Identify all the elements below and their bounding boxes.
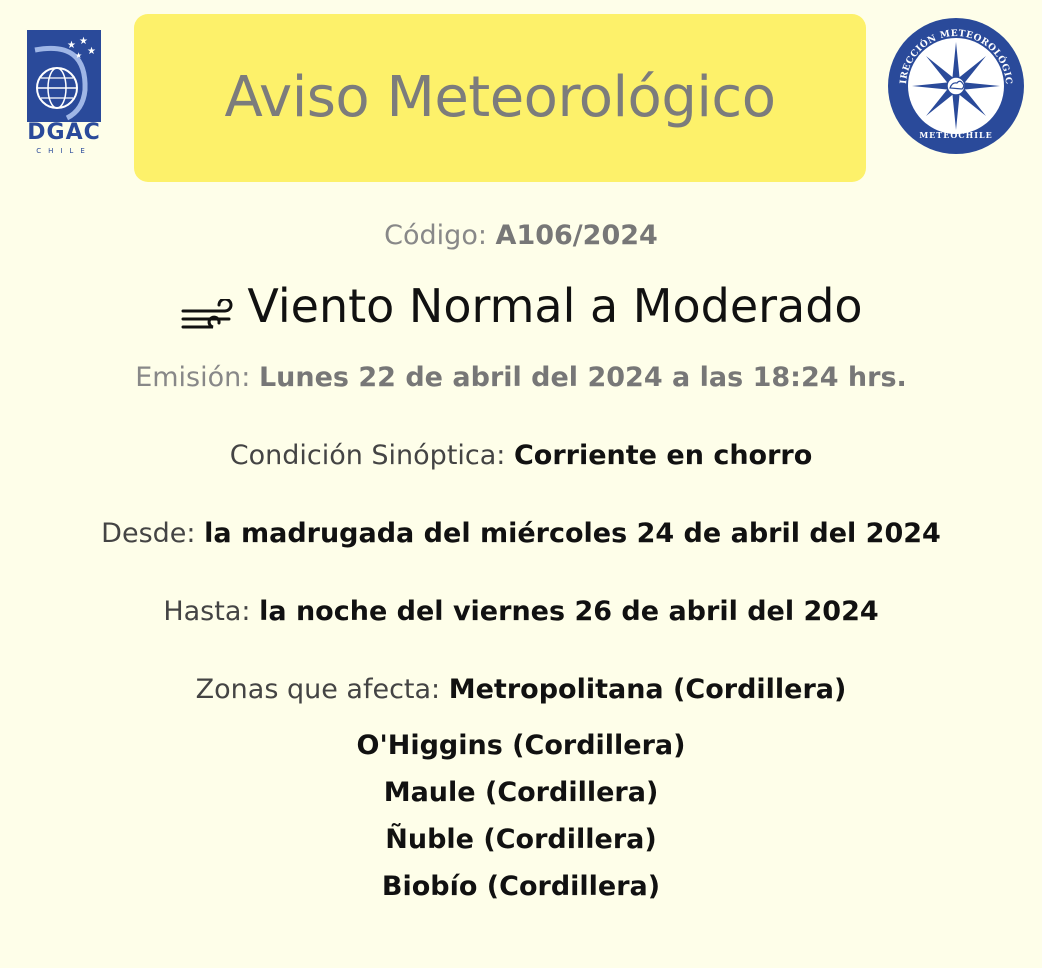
alert-headline	[0, 278, 1042, 334]
svg-text:★: ★	[67, 40, 76, 51]
zona-item: O'Higgins (Cordillera)	[356, 730, 686, 761]
svg-text:★: ★	[87, 46, 96, 57]
zonas-label: Zonas que afecta:	[195, 674, 441, 705]
desde-value: la madrugada del miércoles 24 de abril del 2024	[204, 518, 941, 549]
zona-item: Metropolitana (Cordillera)	[448, 674, 847, 705]
condicion-label: Condición Sinóptica:	[229, 440, 506, 471]
dgac-logo-text: DGAC	[27, 120, 101, 145]
desde-line	[0, 518, 1042, 549]
zonas-line	[0, 674, 1042, 705]
hasta-label: Hasta:	[163, 596, 251, 627]
hasta-line	[0, 596, 1042, 627]
wind-icon	[179, 299, 237, 329]
zona-item: Maule (Cordillera)	[383, 777, 659, 808]
zona-item: Biobío (Cordillera)	[381, 871, 661, 902]
svg-text:★: ★	[79, 36, 88, 47]
zona-item: Ñuble (Cordillera)	[385, 824, 657, 855]
logo-ring-bottom-text: METEOCHILE	[919, 130, 993, 140]
condicion-line	[0, 440, 1042, 471]
desde-label: Desde:	[101, 518, 196, 549]
page-title: Aviso Meteorológico	[224, 65, 776, 130]
zonas-list	[0, 722, 1042, 910]
dgac-emblem	[27, 30, 101, 122]
meteochile-logo	[886, 16, 1026, 156]
emision-line	[0, 362, 1042, 393]
emision-value: Lunes 22 de abril del 2024 a las 18:24 hrs.	[258, 362, 907, 393]
title-banner	[134, 14, 866, 182]
svg-text:★: ★	[75, 51, 83, 60]
dgac-logo	[20, 24, 108, 158]
emision-label: Emisión:	[135, 362, 251, 393]
condicion-value: Corriente en chorro	[513, 440, 813, 471]
dgac-logo-subtext: CHILE	[36, 147, 92, 155]
logo-ring-top-text: IRECCIÓN METEOROLÓGIC	[899, 28, 1014, 86]
codigo-label: Código:	[384, 220, 487, 251]
codigo-value: A106/2024	[495, 220, 658, 251]
globe-icon	[27, 30, 101, 122]
alert-headline-text: Viento Normal a Moderado	[247, 279, 863, 333]
hasta-value: la noche del viernes 26 de abril del 2024	[259, 596, 879, 627]
codigo-line	[0, 220, 1042, 251]
